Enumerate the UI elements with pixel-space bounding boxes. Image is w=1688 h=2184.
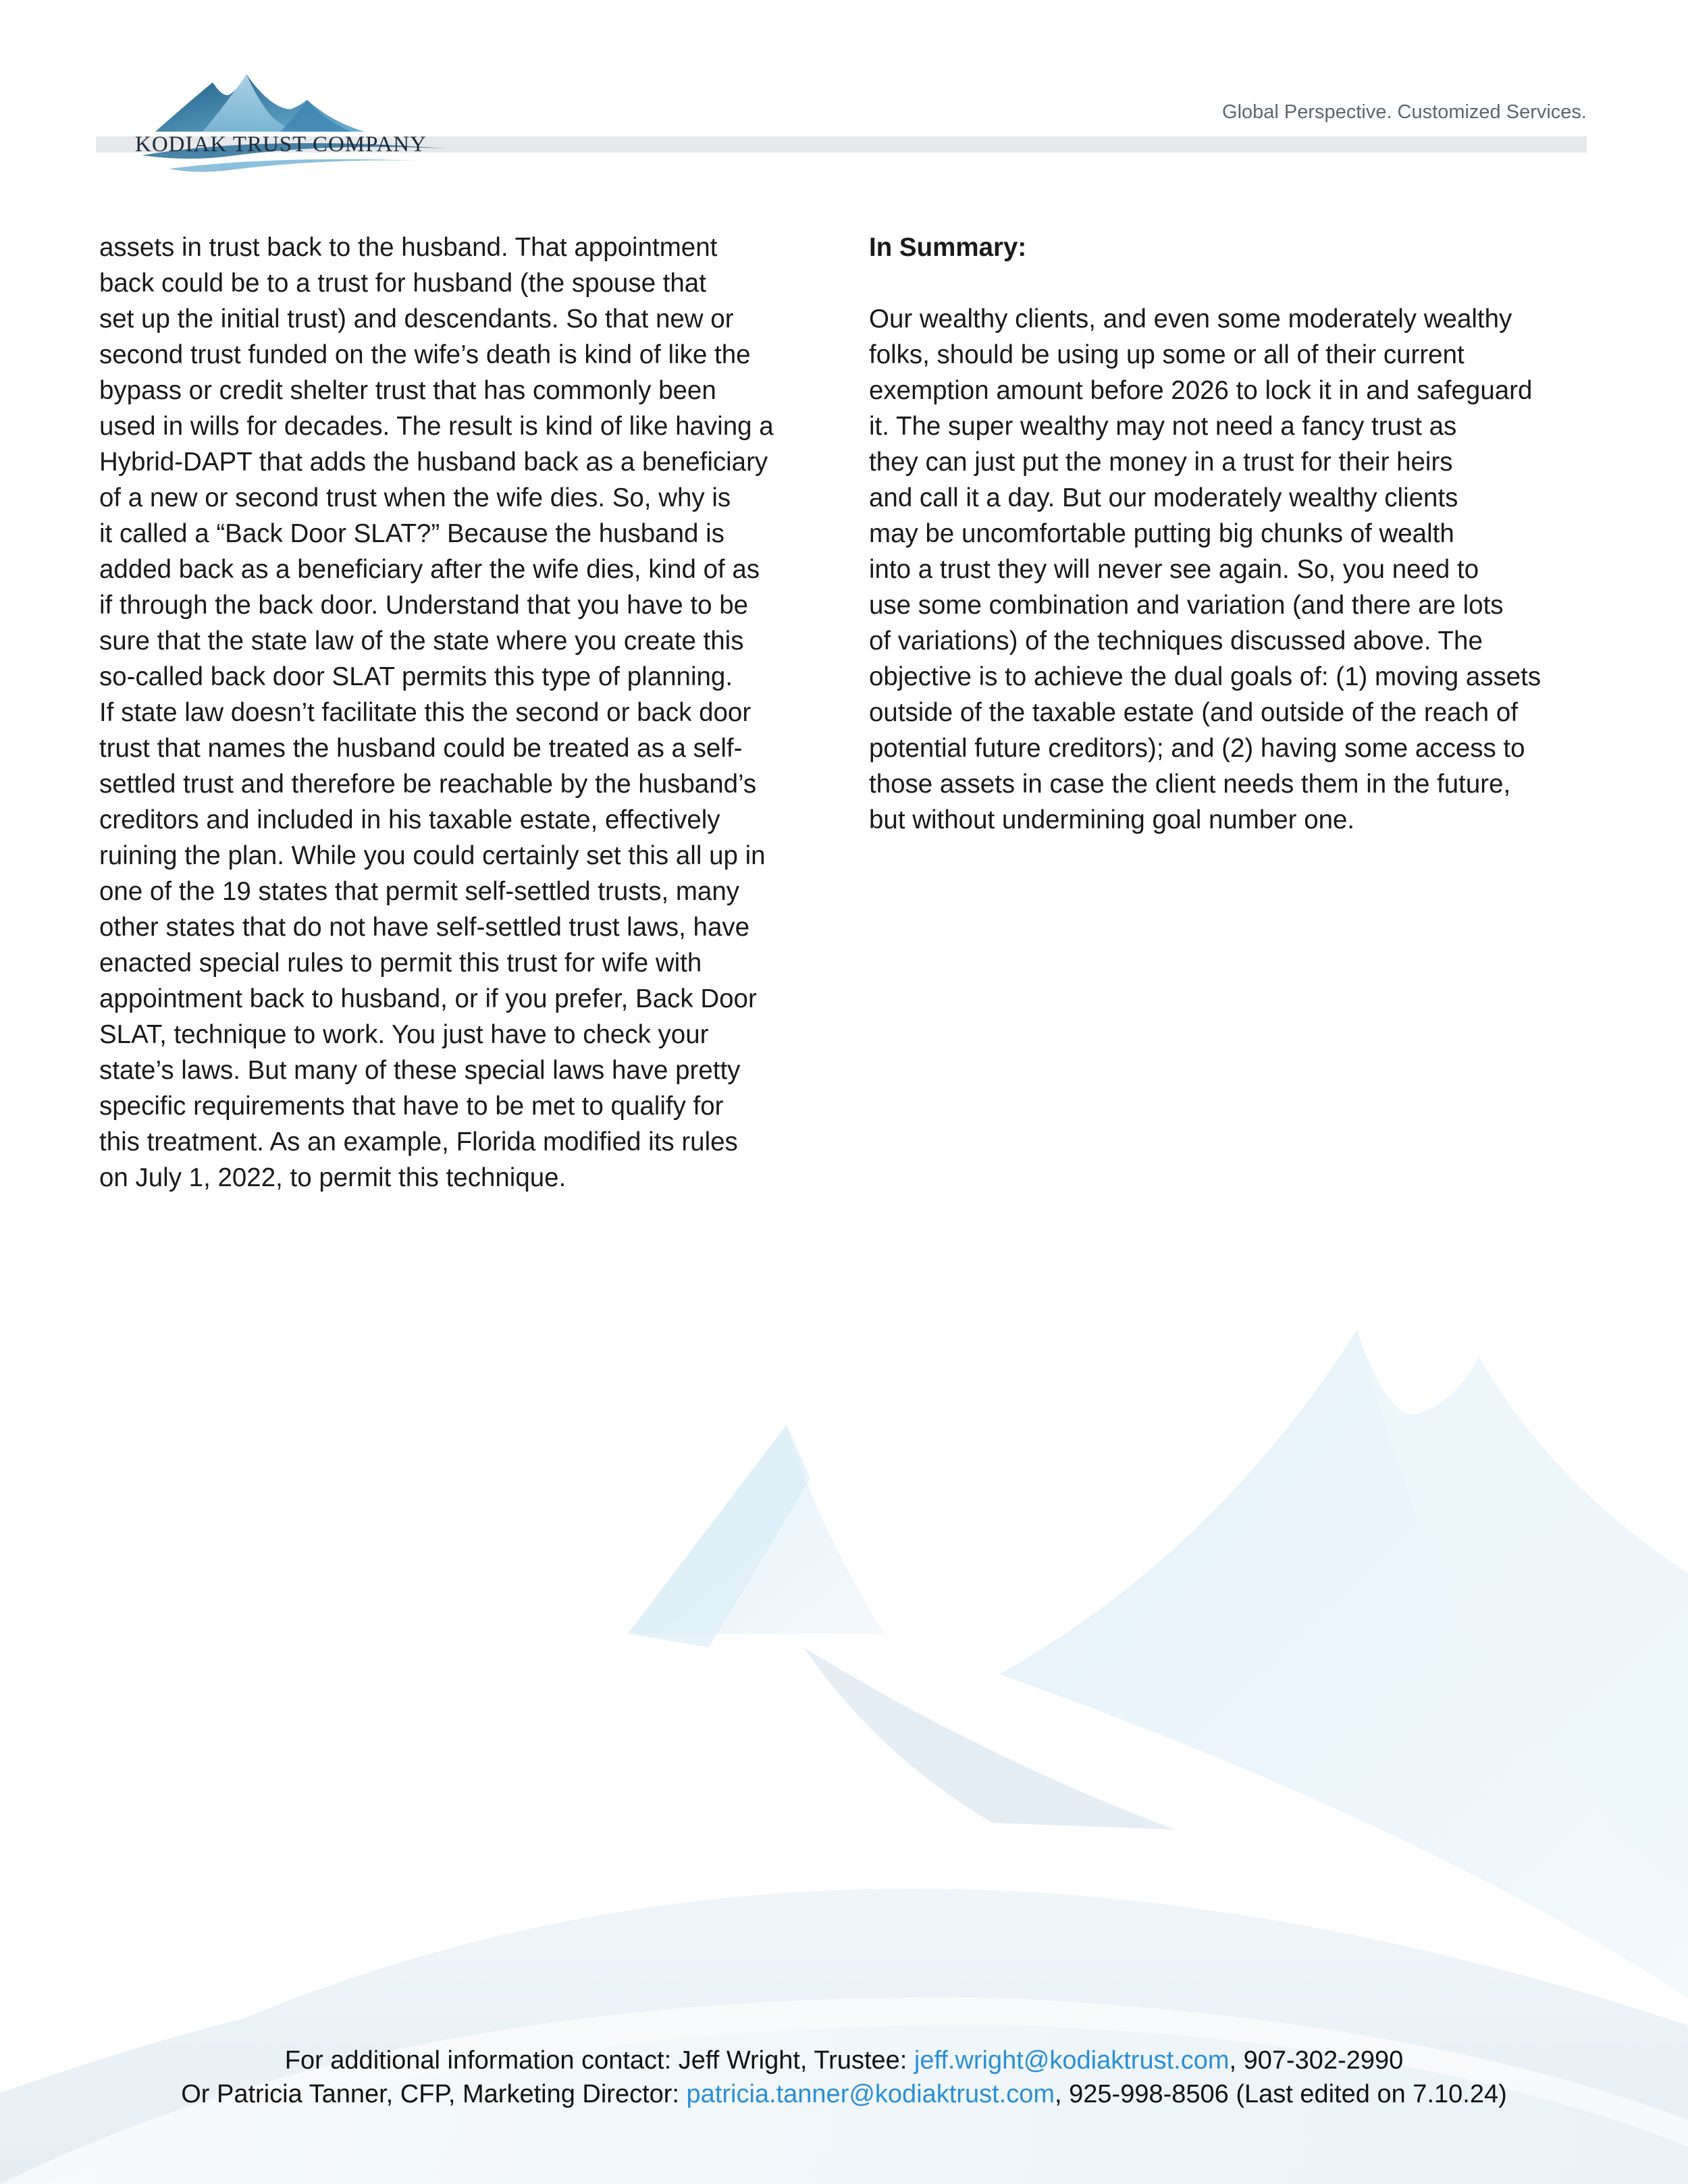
summary-paragraph <box>869 301 1598 838</box>
left-column-text <box>99 230 835 1196</box>
contact-1-label: For additional information contact: Jeff Wright, Trustee: <box>284 2046 914 2075</box>
text-line: appointment back to husband, or if you prefer, Back Door <box>99 984 757 1013</box>
text-line: but without undermining goal number one. <box>869 805 1355 834</box>
text-line: this treatment. As an example, Florida modified its rules <box>99 1127 738 1156</box>
text-line: potential future creditors); and (2) having some access to <box>869 734 1525 763</box>
text-line: folks, should be using up some or all of their current <box>869 340 1465 369</box>
text-line: Hybrid-DAPT that adds the husband back as a beneficiary <box>99 448 768 477</box>
text-line: they can just put the money in a trust for their heirs <box>869 448 1453 477</box>
text-line: exemption amount before 2026 to lock it in and safeguard <box>869 376 1533 405</box>
text-line: so-called back door SLAT permits this type of planning. <box>99 662 733 691</box>
tagline: Global Perspective. Customized Services. <box>1222 101 1587 123</box>
company-logo <box>128 68 466 189</box>
company-name: KODIAK TRUST COMPANY <box>135 132 427 157</box>
text-line: use some combination and variation (and there are lots <box>869 591 1504 620</box>
text-line: ruining the plan. While you could certainly set this all up in <box>99 841 766 870</box>
patricia-email-link[interactable]: patricia.tanner@kodiaktrust.com <box>686 2080 1055 2108</box>
text-line: may be uncomfortable putting big chunks of wealth <box>869 519 1454 548</box>
text-line: back could be to a trust for husband (the spouse that <box>99 269 706 298</box>
text-line: into a trust they will never see again. So, you need to <box>869 555 1479 584</box>
text-line: added back as a beneficiary after the wife dies, kind of as <box>99 555 760 584</box>
text-line: it called a “Back Door SLAT?” Because the husband is <box>99 519 724 548</box>
text-line: objective is to achieve the dual goals of: (1) moving assets <box>869 662 1541 691</box>
mountain-logo-icon <box>128 68 466 176</box>
text-line: settled trust and therefore be reachable by the husband’s <box>99 770 757 799</box>
text-line: enacted special rules to permit this trust for wife with <box>99 949 702 978</box>
jeff-email-link[interactable]: jeff.wright@kodiaktrust.com <box>914 2046 1230 2075</box>
footer-line-1 <box>0 2044 1688 2077</box>
text-line: of variations) of the techniques discussed above. The <box>869 627 1483 656</box>
text-line: one of the 19 states that permit self-settled trusts, many <box>99 877 739 906</box>
summary-heading: In Summary: <box>869 233 1027 262</box>
text-line: those assets in case the client needs them in the future, <box>869 770 1511 799</box>
text-line: and call it a day. But our moderately wealthy clients <box>869 483 1458 512</box>
text-line: trust that names the husband could be treated as a self- <box>99 734 743 763</box>
text-line: on July 1, 2022, to permit this technique. <box>99 1163 566 1192</box>
text-line: of a new or second trust when the wife dies. So, why is <box>99 483 731 512</box>
contact-2-label: Or Patricia Tanner, CFP, Marketing Director: <box>181 2080 687 2108</box>
contact-1-phone: , 907-302-2990 <box>1229 2046 1404 2075</box>
footer-contact <box>0 2044 1688 2111</box>
text-line: sure that the state law of the state where you create this <box>99 627 744 656</box>
text-line: set up the initial trust) and descendants. So that new or <box>99 304 734 334</box>
text-line: If state law doesn’t facilitate this the second or back door <box>99 698 751 727</box>
text-line: Our wealthy clients, and even some moderately wealthy <box>869 304 1512 334</box>
text-line: other states that do not have self-settled trust laws, have <box>99 913 750 942</box>
text-line: second trust funded on the wife’s death is kind of like the <box>99 340 751 369</box>
text-line: creditors and included in his taxable estate, effectively <box>99 805 720 834</box>
text-line: if through the back door. Understand that you have to be <box>99 591 749 620</box>
right-column-text <box>869 230 1598 838</box>
text-line: specific requirements that have to be met to qualify for <box>99 1092 724 1121</box>
text-line: outside of the taxable estate (and outside of the reach of <box>869 698 1519 727</box>
footer-line-2 <box>0 2077 1688 2111</box>
contact-2-phone: , 925-998-8506 (Last edited on 7.10.24) <box>1055 2080 1507 2108</box>
text-line: assets in trust back to the husband. That appointment <box>99 233 718 262</box>
text-line: bypass or credit shelter trust that has commonly been <box>99 376 716 405</box>
text-line: it. The super wealthy may not need a fancy trust as <box>869 412 1457 441</box>
text-line: SLAT, technique to work. You just have to check your <box>99 1020 709 1049</box>
text-line: state’s laws. But many of these special laws have pretty <box>99 1056 741 1085</box>
text-line: used in wills for decades. The result is kind of like having a <box>99 412 774 441</box>
